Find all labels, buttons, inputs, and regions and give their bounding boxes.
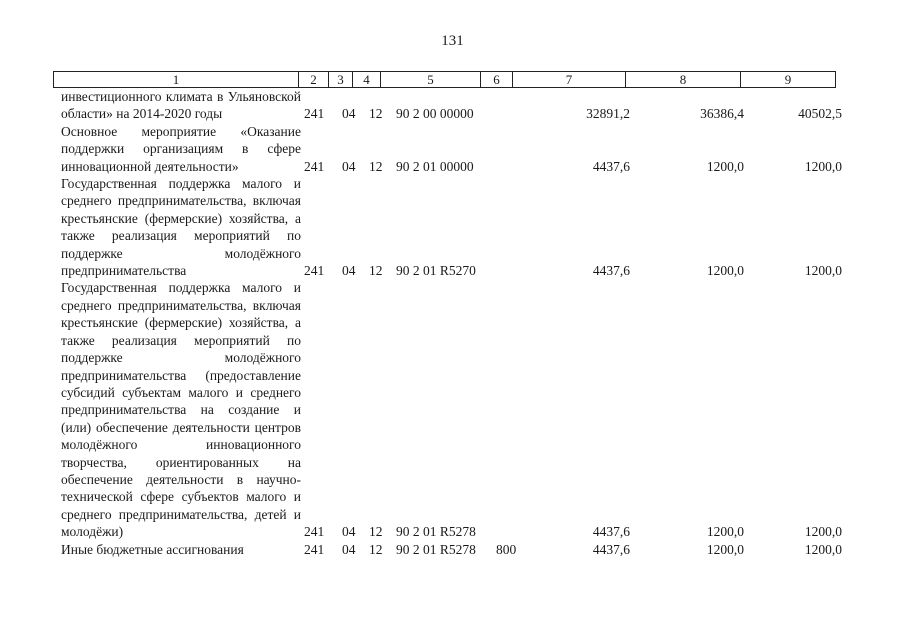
- column-header-row: [54, 72, 836, 88]
- row-description: Основное мероприятие «Оказание поддержки организациям в сфере инновационной деятельности»: [61, 123, 301, 174]
- row-description: Иные бюджетные ассигнования: [61, 541, 244, 557]
- column-header-table: [53, 71, 836, 88]
- amount-col-9: 1200,0: [804, 524, 842, 540]
- column-header-4: 4: [353, 72, 381, 88]
- column-header-9: 9: [741, 72, 836, 88]
- subsection-code: 12: [369, 106, 383, 122]
- amount-col-9: 40502,5: [798, 106, 842, 122]
- section-code: 04: [342, 158, 356, 174]
- amount-col-7: 4437,6: [592, 541, 630, 557]
- target-article-code: 90 2 01 R5278: [396, 524, 476, 540]
- table-row: [0, 175, 905, 279]
- column-header-8: 8: [626, 72, 741, 88]
- amount-col-7: 4437,6: [592, 524, 630, 540]
- amount-col-7: 32891,2: [586, 106, 630, 122]
- target-article-code: 90 2 01 R5278: [396, 541, 476, 557]
- amount-col-9: 1200,0: [804, 263, 842, 279]
- section-code: 04: [342, 541, 356, 557]
- column-header-1: 1: [54, 72, 299, 88]
- amount-col-8: 1200,0: [706, 263, 744, 279]
- column-header-5: 5: [381, 72, 481, 88]
- ministry-code: 241: [304, 106, 325, 122]
- section-code: 04: [342, 263, 356, 279]
- subsection-code: 12: [369, 263, 383, 279]
- row-description: инвестиционного климата в Ульяновской области» на 2014-2020 годы: [61, 89, 301, 122]
- target-article-code: 90 2 01 00000: [396, 158, 474, 174]
- section-code: 04: [342, 524, 356, 540]
- column-header-7: 7: [513, 72, 626, 88]
- subsection-code: 12: [369, 158, 383, 174]
- amount-col-8: 36386,4: [700, 106, 744, 122]
- amount-col-8: 1200,0: [706, 524, 744, 540]
- table-row: [0, 279, 905, 540]
- amount-col-8: 1200,0: [706, 541, 744, 557]
- section-code: 04: [342, 106, 356, 122]
- ministry-code: 241: [304, 541, 325, 557]
- column-header-3: 3: [329, 72, 353, 88]
- expense-type-code: 800: [496, 541, 517, 557]
- amount-col-9: 1200,0: [804, 541, 842, 557]
- ministry-code: 241: [304, 524, 325, 540]
- amount-col-8: 1200,0: [706, 158, 744, 174]
- ministry-code: 241: [304, 158, 325, 174]
- amount-col-7: 4437,6: [592, 263, 630, 279]
- page-number: 131: [441, 33, 464, 49]
- subsection-code: 12: [369, 524, 383, 540]
- row-description: Государственная поддержка малого и среднего предпринимательства, включая крестьянские (фермерские) хозяйства, а также реализация мероприятий по поддержке молодёжного предпринимательства (предоставление субсидий субъектам малого и среднего предпринимательства на создание и (или) обеспечение деятельности центров молодёжного инновационного творчества, ориентированных на обеспечение деятельности в научно-технической сфере субъектов малого и среднего предпринимательства, детей и молодёжи): [61, 280, 301, 540]
- amount-col-7: 4437,6: [592, 158, 630, 174]
- column-header-2: 2: [299, 72, 329, 88]
- subsection-code: 12: [369, 541, 383, 557]
- table-row: [0, 123, 905, 175]
- target-article-code: 90 2 00 00000: [396, 106, 474, 122]
- target-article-code: 90 2 01 R5270: [396, 263, 476, 279]
- budget-table-body: [0, 88, 905, 558]
- amount-col-9: 1200,0: [804, 158, 842, 174]
- table-row: [0, 541, 905, 558]
- table-row: [0, 88, 905, 123]
- ministry-code: 241: [304, 263, 325, 279]
- row-description: Государственная поддержка малого и среднего предпринимательства, включая крестьянские (фермерские) хозяйства, а также реализация мероприятий по поддержке молодёжного предпринимательства: [61, 176, 301, 279]
- column-header-6: 6: [481, 72, 513, 88]
